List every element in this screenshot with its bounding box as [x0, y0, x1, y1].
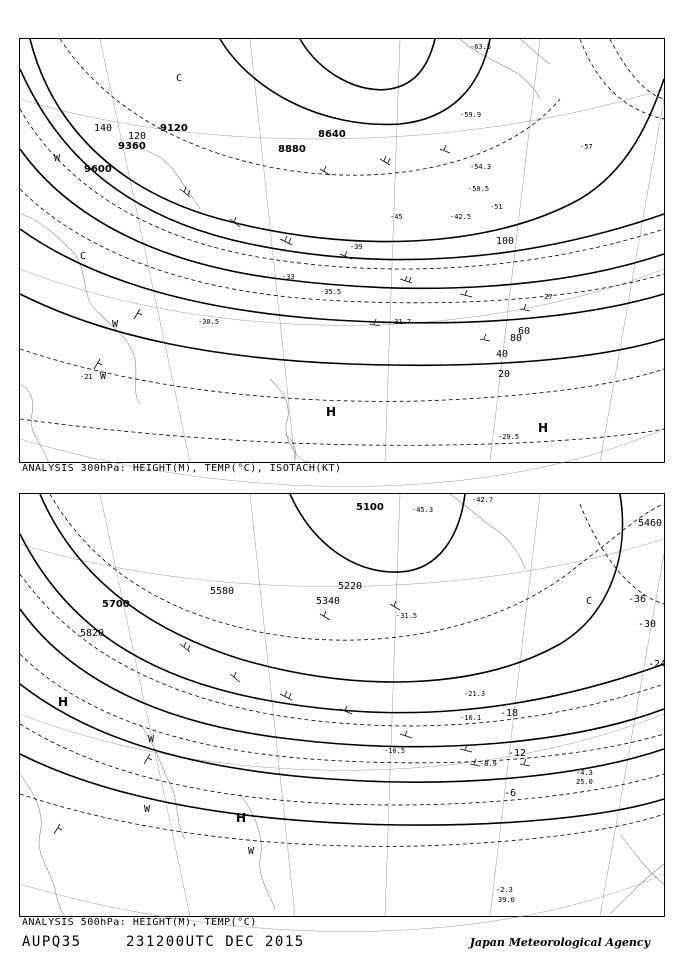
obs-value: -54.3	[470, 163, 492, 171]
temp-label: -24	[648, 659, 667, 670]
high-center: H	[326, 405, 337, 419]
graticule-300	[20, 39, 664, 487]
height-label: 5340	[316, 596, 341, 607]
obs-value: -59.9	[460, 111, 482, 119]
height-label: 5220	[338, 581, 363, 592]
height-label: 9360	[118, 141, 146, 152]
isotach-label: 100	[496, 236, 515, 247]
temp-label: -51	[490, 203, 503, 211]
obs-value: -21.3	[464, 690, 486, 698]
obs-value: -29.5	[498, 433, 520, 441]
cold-center: C	[176, 73, 183, 84]
height-label: 5700	[102, 599, 130, 610]
obs-value: -35.5	[320, 288, 342, 296]
caption-300hpa: ANALYSIS 300hPa: HEIGHT(M), TEMP(°C), ISOTACH(KT)	[22, 463, 342, 474]
cold-center: C	[80, 251, 87, 262]
isotach-label: 140	[94, 123, 113, 134]
height-label: 9120	[160, 123, 188, 134]
obs-value: -31.5	[396, 612, 418, 620]
isotach-label: 20	[498, 369, 511, 380]
height-label: 8880	[278, 144, 306, 155]
height-contours-300	[20, 39, 664, 365]
agency-name: Japan Meteorological Agency	[469, 936, 650, 949]
temp-label: -21	[80, 373, 93, 381]
temp-label: -30	[638, 619, 657, 630]
cold-center: C	[586, 596, 593, 607]
obs-value: -10.5	[384, 747, 406, 755]
height-contours-500	[20, 494, 667, 825]
height-label: 5820	[80, 628, 105, 639]
map-500hpa	[20, 494, 667, 916]
temp-label: -39	[350, 243, 363, 251]
chart-500hpa	[19, 493, 665, 917]
obs-value: -63.5	[470, 43, 492, 51]
temp-label: -6	[504, 788, 517, 799]
temp-label: -45	[390, 213, 403, 221]
obs-value: -30.5	[198, 318, 220, 326]
temp-label: -36	[628, 594, 647, 605]
obs-value: -42.5	[450, 213, 472, 221]
isotach-label: 120	[128, 131, 147, 142]
valid-time: 231200UTC DEC 2015	[126, 934, 305, 950]
high-center: H	[236, 811, 247, 825]
isotach-label: 80	[510, 333, 523, 344]
warm-center: W	[148, 734, 155, 745]
obs-value: -45.3	[412, 506, 434, 514]
isotherms-500	[20, 494, 667, 846]
coastlines-500	[20, 494, 667, 916]
warm-center: W	[100, 371, 107, 382]
map-300hpa	[20, 39, 664, 462]
chart-300hpa	[19, 38, 665, 463]
obs-value: -2.3	[496, 886, 513, 894]
high-center: H	[538, 421, 549, 435]
obs-value: -31.7	[390, 318, 412, 326]
height-label: 5460	[638, 518, 663, 529]
warm-center: W	[144, 804, 151, 815]
obs-value: -4.3	[576, 769, 593, 777]
temp-label: -18	[500, 708, 519, 719]
obs-value: 25.0	[576, 778, 593, 786]
height-label: 5100	[356, 502, 384, 513]
chart-code: AUPQ35	[22, 934, 82, 950]
height-label: 9600	[84, 164, 112, 175]
temp-label: -33	[282, 273, 295, 281]
warm-center: W	[248, 846, 255, 857]
height-label: 5580	[210, 586, 235, 597]
isotach-label: 40	[496, 349, 509, 360]
height-label: 8640	[318, 129, 346, 140]
temp-label: -57	[580, 143, 593, 151]
high-center: H	[58, 695, 69, 709]
obs-value: -42.7	[472, 496, 494, 504]
warm-center: W	[112, 319, 119, 330]
obs-value: -16.1	[460, 714, 482, 722]
isotach-label: 60	[518, 326, 531, 337]
temp-label: -12	[508, 748, 527, 759]
obs-value: 39.0	[498, 896, 515, 904]
obs-value: -50.5	[468, 185, 490, 193]
graticule-500	[20, 494, 667, 932]
temp-label: -27	[540, 293, 553, 301]
caption-500hpa: ANALYSIS 500hPa: HEIGHT(M), TEMP(°C)	[22, 917, 257, 928]
obs-value: -8.9	[480, 760, 497, 768]
warm-center: W	[54, 153, 61, 164]
